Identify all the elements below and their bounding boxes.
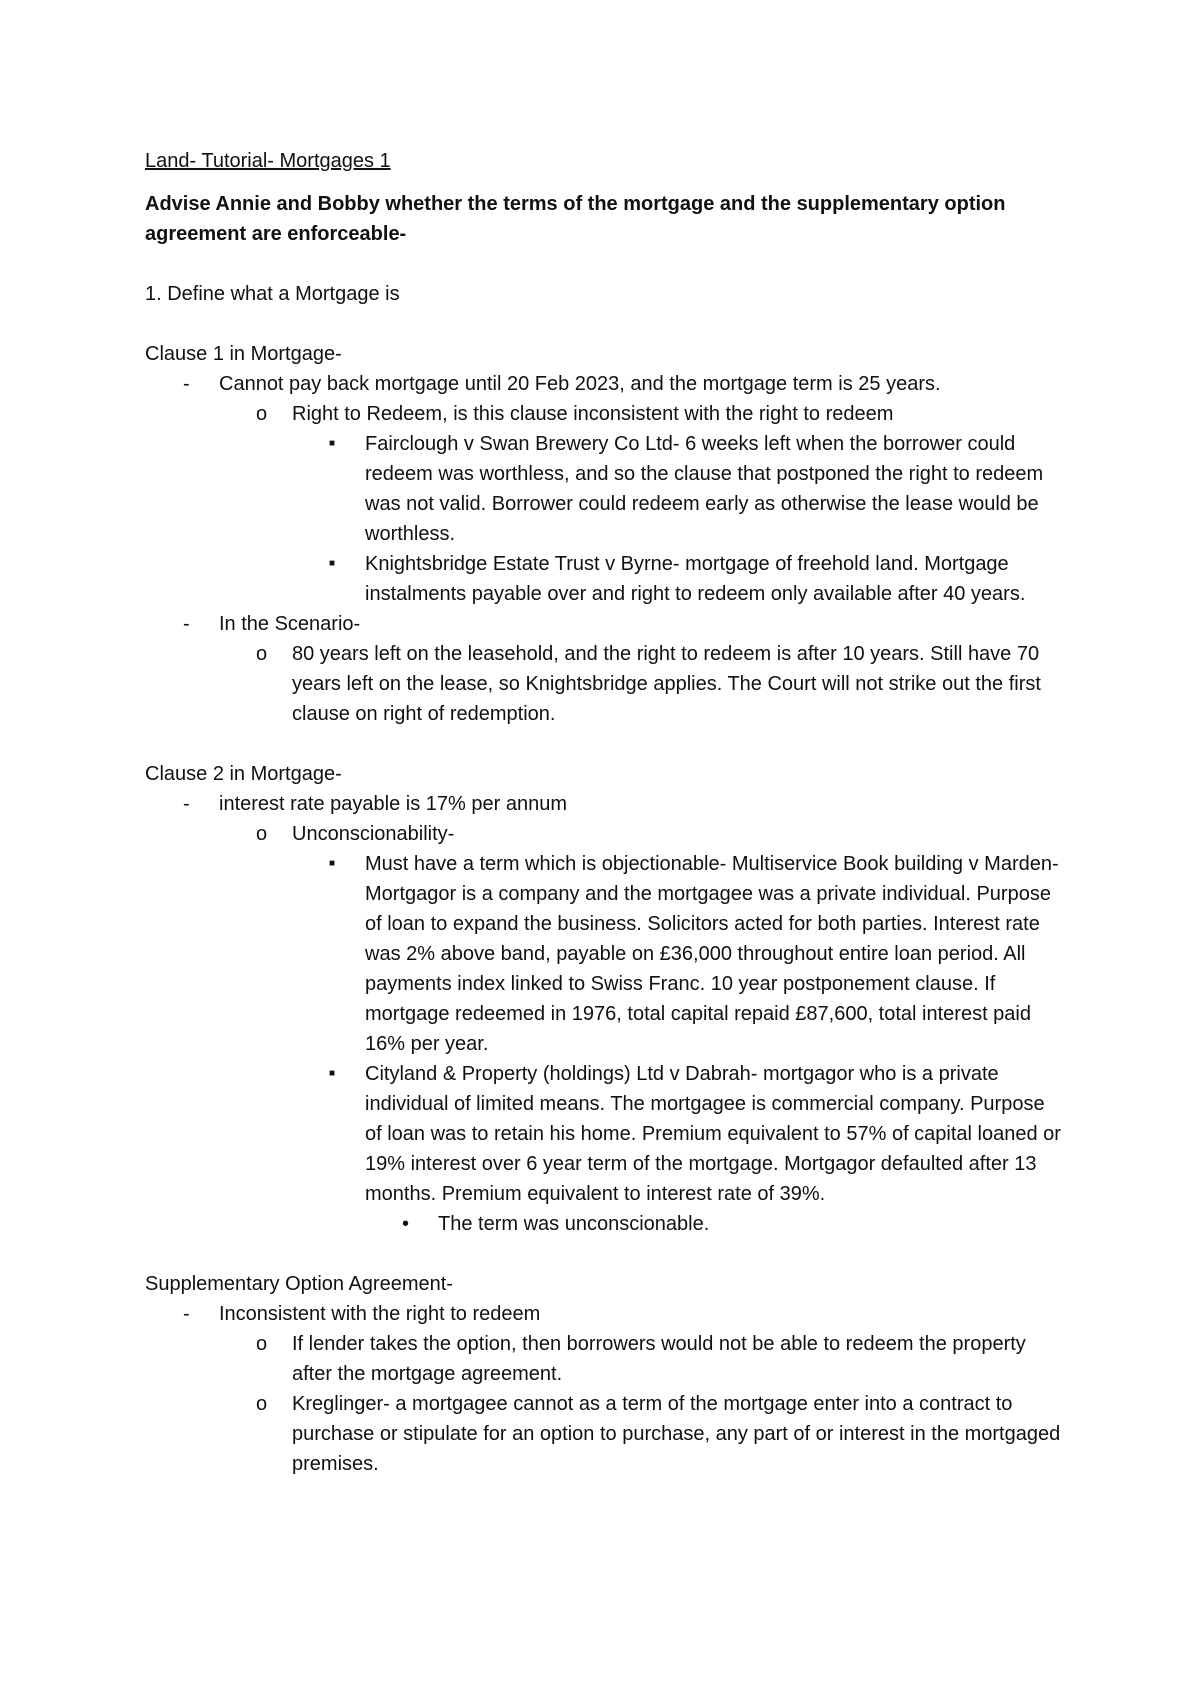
question-define-mortgage: 1. Define what a Mortgage is: [145, 283, 400, 305]
supplementary-sub-1: o If lender takes the option, then borrowers would not be able to redeem the property after the mortgage agreement.: [145, 1329, 1065, 1389]
supplementary-point-1: - Inconsistent with the right to redeem: [145, 1299, 1065, 1329]
clause1-point-1: - Cannot pay back mortgage until 20 Feb 2023, and the mortgage term is 25 years.: [145, 369, 1065, 399]
document-body: [145, 146, 1065, 1479]
bullet-marker: •: [402, 1213, 410, 1235]
clause1-case-fairclough: ■ Fairclough v Swan Brewery Co Ltd- 6 weeks left when the borrower could redeem was worthless, and so the clause that postponed the right to redeem was not valid. Borrower could redeem early as otherwise the lease would be worthless.: [145, 429, 1065, 549]
circle-marker: o: [256, 403, 268, 425]
clause1-sub-2: o 80 years left on the leasehold, and the right to redeem is after 10 years. Still have 70 years left on the lease, so Knightsbridge applies. The Court will not strike out the first clause on right of redemption.: [145, 639, 1065, 729]
clause2-case-cityland: ■ Cityland & Property (holdings) Ltd v Dabrah- mortgagor who is a private individual of limited means. The mortgagee is commercial company. Purpose of loan was to retain his home. Premium equivalent to 57% of capital loaned or 19% interest over 6 year term of the mortgage. Mortgagor defaulted after 13 months. Premium equivalent to interest rate of 39%.: [145, 1059, 1065, 1209]
clause2-sub-1: o Unconscionability-: [145, 819, 1065, 849]
clause1-sub-1: o Right to Redeem, is this clause inconsistent with the right to redeem: [145, 399, 1065, 429]
clause2-heading: Clause 2 in Mortgage-: [145, 763, 342, 785]
clause2-case-cityland-bullet: • The term was unconscionable.: [145, 1209, 1065, 1239]
document-title: Land- Tutorial- Mortgages 1: [145, 150, 391, 172]
circle-marker: o: [256, 643, 268, 665]
circle-marker: o: [256, 1393, 268, 1415]
clause2-point-1: - interest rate payable is 17% per annum: [145, 789, 1065, 819]
square-marker: ■: [329, 558, 336, 569]
dash-marker: -: [183, 1303, 190, 1325]
square-marker: ■: [329, 858, 336, 869]
clause1-point-2: - In the Scenario-: [145, 609, 1065, 639]
dash-marker: -: [183, 793, 190, 815]
supplementary-sub-2: o Kreglinger- a mortgagee cannot as a term of the mortgage enter into a contract to purchase or stipulate for an option to purchase, any part of or interest in the mortgaged premises.: [145, 1389, 1065, 1479]
supplementary-heading: Supplementary Option Agreement-: [145, 1273, 453, 1295]
dash-marker: -: [183, 613, 190, 635]
clause2-case-multiservice: ■ Must have a term which is objectionable- Multiservice Book building v Marden- Mortgagor is a company and the mortgagee was a private individual. Purpose of loan to expand the business. Solicitors acted for both parties. Interest rate was 2% above band, payable on £36,000 throughout entire loan period. All payments index linked to Swiss Franc. 10 year postponement clause. If mortgage redeemed in 1976, total capital repaid £87,600, total interest paid 16% per year.: [145, 849, 1065, 1059]
square-marker: ■: [329, 438, 336, 449]
square-marker: ■: [329, 1068, 336, 1079]
advise-question: Advise Annie and Bobby whether the terms of the mortgage and the supplementary option agreement are enforceable-: [145, 193, 1006, 245]
clause1-heading: Clause 1 in Mortgage-: [145, 343, 342, 365]
circle-marker: o: [256, 823, 268, 845]
clause1-case-knightsbridge: ■ Knightsbridge Estate Trust v Byrne- mortgage of freehold land. Mortgage instalments payable over and right to redeem only available after 40 years.: [145, 549, 1065, 609]
dash-marker: -: [183, 373, 190, 395]
circle-marker: o: [256, 1333, 268, 1355]
